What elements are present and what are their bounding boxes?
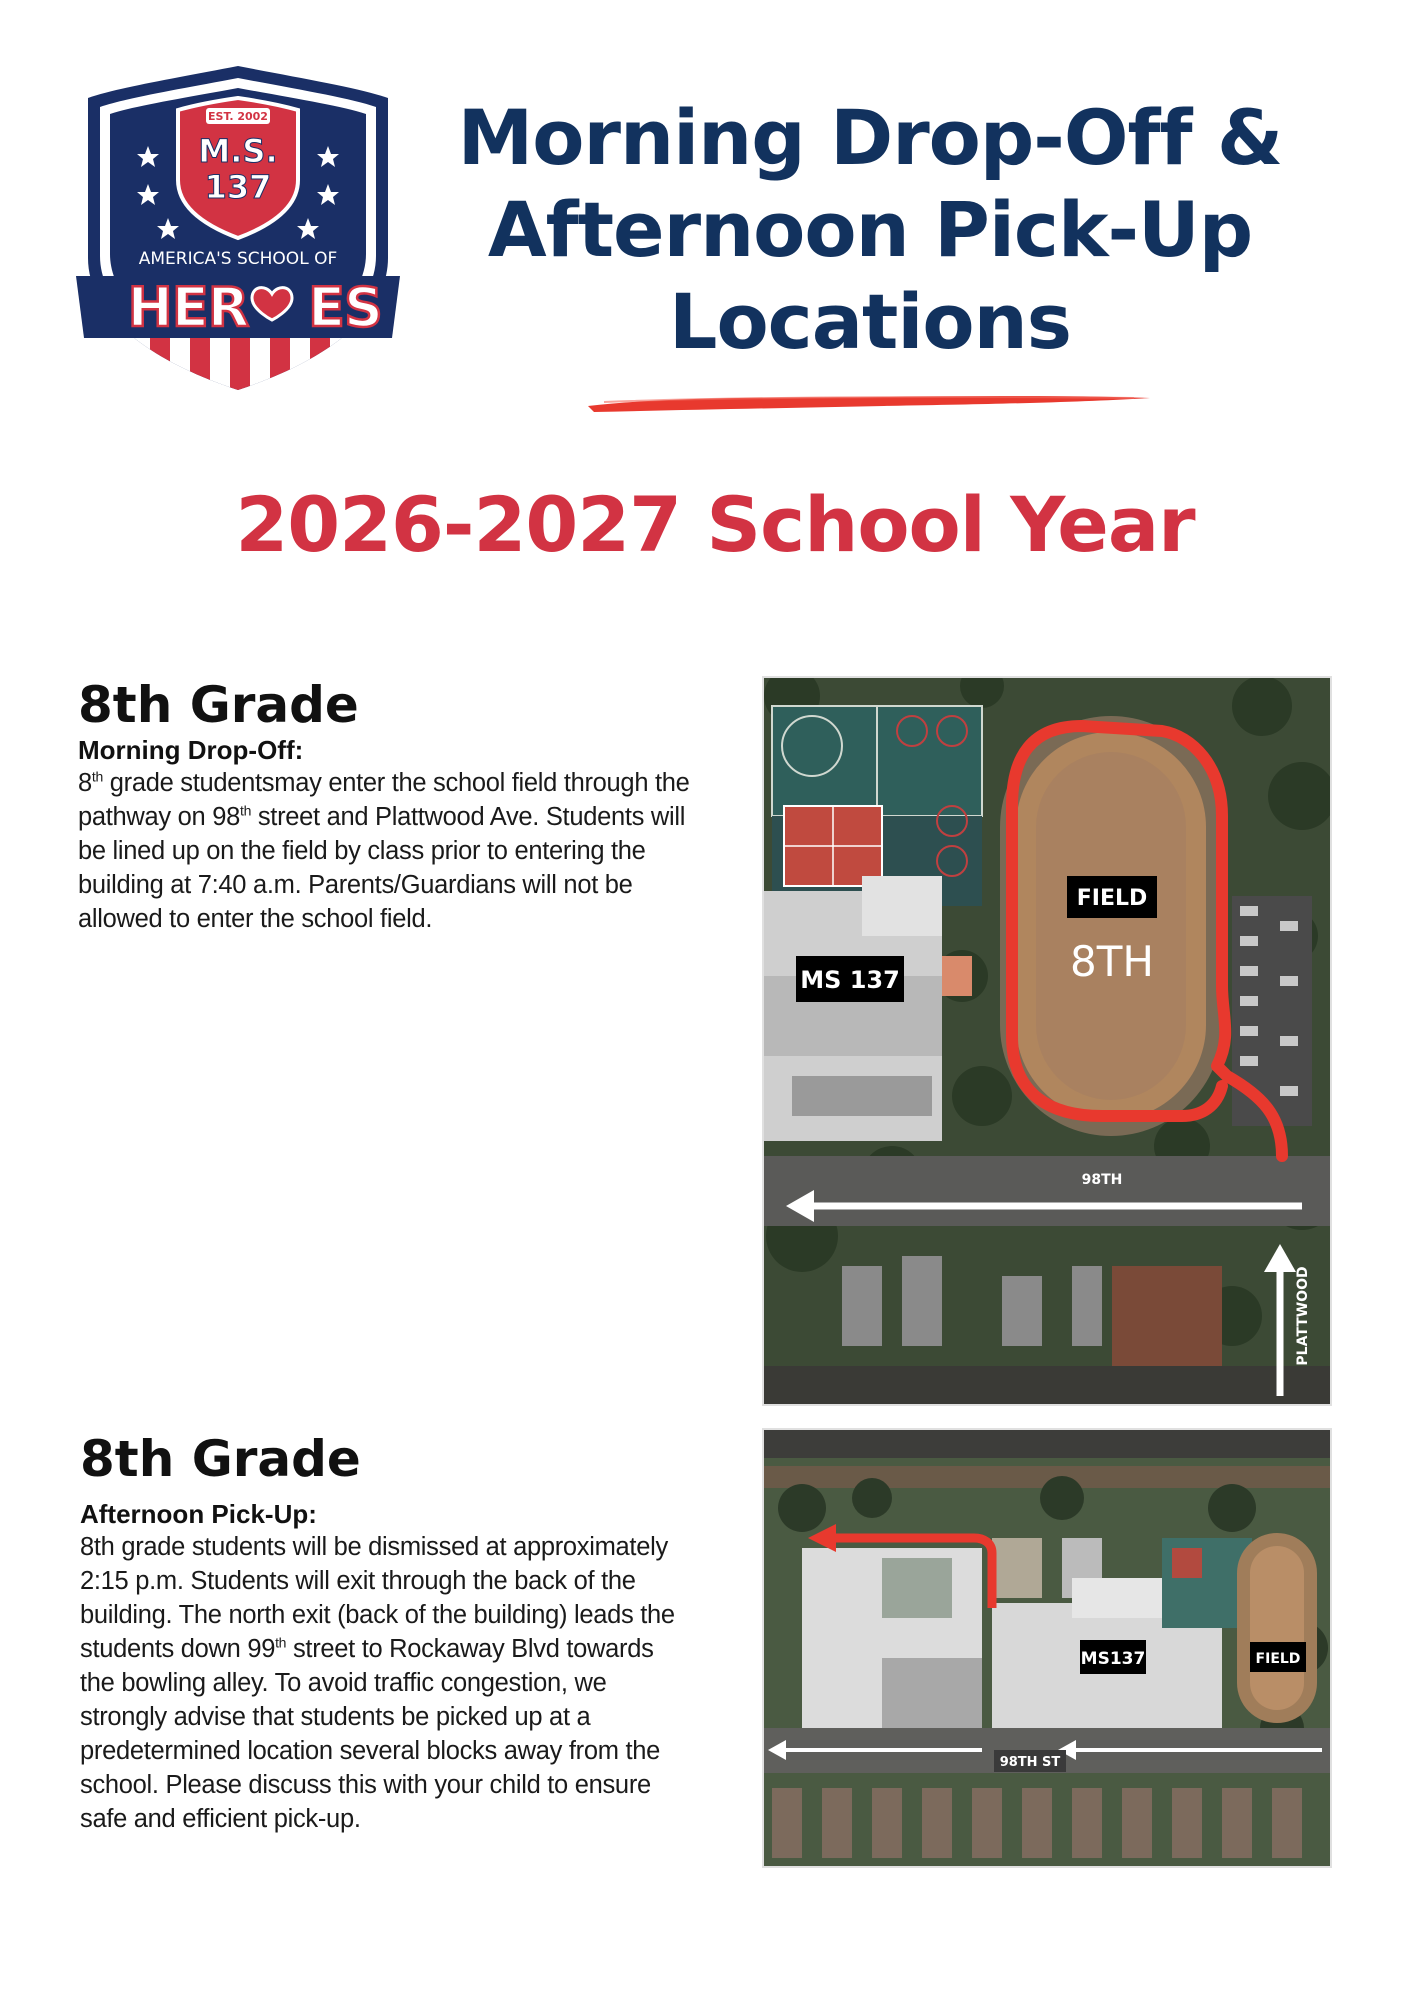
logo-school-number: 137 bbox=[204, 168, 272, 206]
title-line-3: Locations bbox=[669, 277, 1071, 366]
section-body bbox=[80, 1530, 730, 1836]
body-line: building at 7:40 a.m. Parents/Guardians will not be bbox=[78, 871, 633, 899]
body-line: 2:15 p.m. Students will exit through the back of the bbox=[80, 1567, 636, 1595]
logo-tagline: AMERICA'S SCHOOL OF bbox=[138, 249, 338, 269]
title-underline-brush bbox=[584, 388, 1154, 416]
section-body bbox=[78, 766, 728, 936]
body-line: building. The north exit (back of the building) leads the bbox=[80, 1601, 675, 1629]
school-label: MS137 bbox=[1080, 1649, 1146, 1669]
body-line: school. Please discuss this with your child to ensure bbox=[80, 1771, 651, 1799]
body-line: pathway on 98th street and Plattwood Ave. Students will bbox=[78, 802, 686, 831]
body-line: students down 99th street to Rockaway Blvd towards bbox=[80, 1634, 654, 1663]
title-line-2: Afternoon Pick-Up bbox=[487, 185, 1253, 274]
section-subheading: Morning Drop-Off: bbox=[78, 735, 304, 765]
afternoon-pickup-section bbox=[80, 1430, 730, 1836]
section-subheading: Afternoon Pick-Up: bbox=[80, 1499, 317, 1529]
body-line: be lined up on the field by class prior to entering the bbox=[78, 837, 646, 865]
body-line: predetermined location several blocks away from the bbox=[80, 1737, 660, 1765]
field-label: FIELD bbox=[1255, 1651, 1301, 1667]
street-label: 98TH ST bbox=[999, 1755, 1061, 1770]
section-heading: 8th Grade bbox=[80, 1430, 361, 1488]
body-line: strongly advise that students be picked up at a bbox=[80, 1703, 591, 1731]
section-heading: 8th Grade bbox=[78, 676, 359, 734]
body-line: safe and efficient pick-up. bbox=[80, 1805, 361, 1833]
logo-school-short: M.S. bbox=[198, 132, 278, 170]
morning-dropoff-map bbox=[762, 676, 1332, 1406]
title-line-1: Morning Drop-Off & bbox=[457, 93, 1283, 182]
school-label: MS 137 bbox=[800, 966, 900, 994]
street-label: 98TH bbox=[1081, 1172, 1123, 1188]
logo-heroes-left: HER bbox=[127, 276, 249, 339]
afternoon-pickup-map bbox=[762, 1428, 1332, 1868]
school-logo bbox=[70, 58, 406, 398]
grade-label: 8TH bbox=[1070, 937, 1154, 986]
school-year: 2026-2027 School Year bbox=[235, 480, 1195, 569]
morning-dropoff-section bbox=[78, 676, 728, 936]
logo-heroes-right: ES bbox=[308, 276, 382, 339]
body-line: the bowling alley. To avoid traffic congestion, we bbox=[80, 1669, 607, 1697]
page-title bbox=[440, 92, 1300, 368]
logo-est-text: EST. 2002 bbox=[208, 110, 268, 123]
field-label: FIELD bbox=[1076, 886, 1148, 911]
body-line: 8th grade studentsmay enter the school field through the bbox=[78, 768, 690, 797]
body-line: allowed to enter the school field. bbox=[78, 905, 433, 933]
avenue-label: PLATTWOOD bbox=[1295, 1266, 1311, 1366]
body-line: 8th grade students will be dismissed at approximately bbox=[80, 1533, 668, 1561]
